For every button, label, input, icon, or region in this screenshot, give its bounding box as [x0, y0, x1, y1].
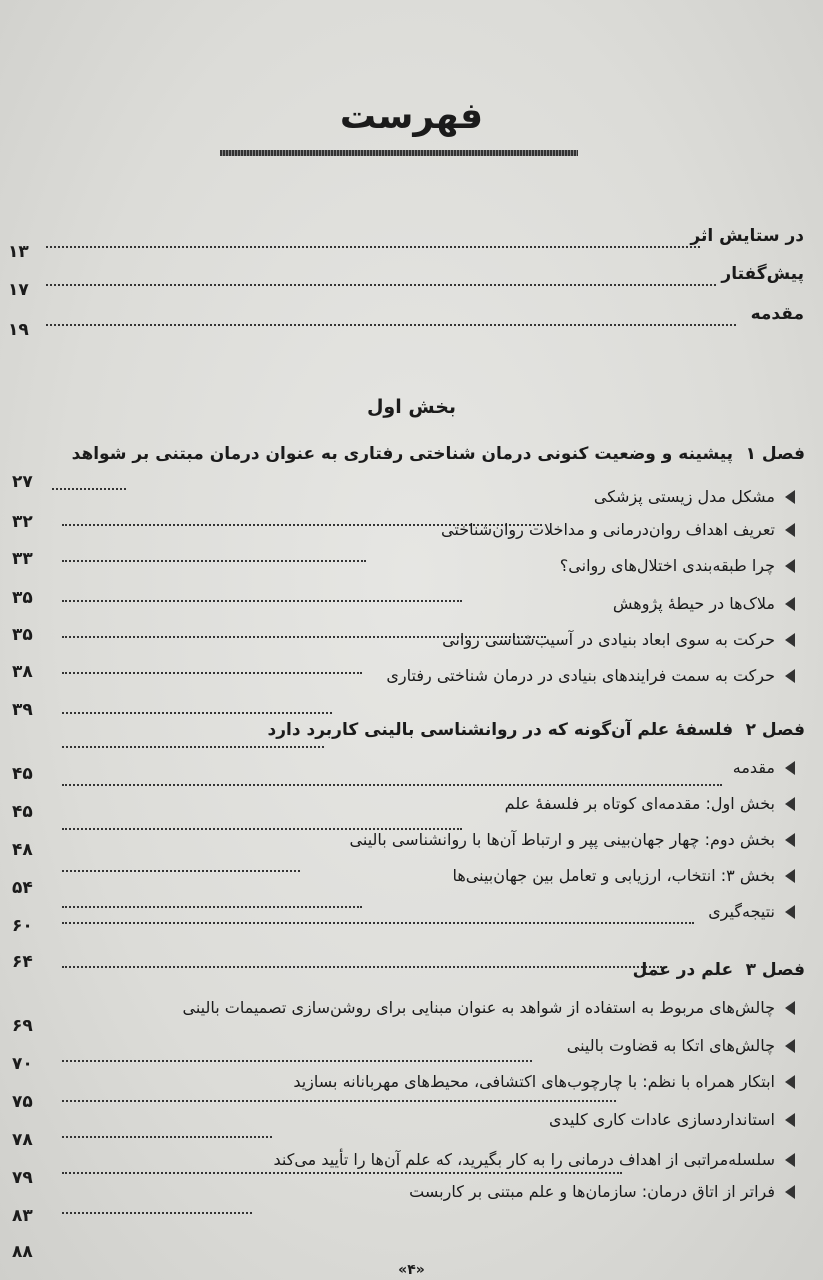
toc-page-number: ۳۵ [12, 588, 33, 608]
bullet-triangle-icon [785, 1153, 795, 1167]
toc-page-number: ۴۸ [12, 840, 33, 860]
bullet-triangle-icon [785, 833, 795, 847]
toc-page-number: ۶۴ [12, 952, 33, 972]
toc-page-number: ۳۳ [12, 549, 33, 569]
toc-page-number: ۱۳ [8, 242, 29, 262]
chapter-1-heading[interactable] [72, 442, 805, 466]
chapter-1-page: ۲۷ [12, 472, 33, 492]
toc-item[interactable]: ملاک‌ها در حیطهٔ پژوهش [613, 592, 795, 615]
toc-item[interactable]: استانداردسازی عادات کاری کلیدی [549, 1108, 795, 1131]
leader-dots [46, 284, 716, 286]
toc-page-number: ۷۵ [12, 1092, 33, 1112]
toc-entry-praise[interactable] [8, 224, 804, 264]
toc-item[interactable]: حرکت به سمت فرایندهای بنیادی در درمان شناختی رفتاری [386, 664, 795, 687]
toc-item[interactable]: بخش اول: مقدمه‌ای کوتاه بر فلسفهٔ علم [505, 792, 795, 815]
toc-page-number: ۷۹ [12, 1168, 33, 1188]
leader-dots [46, 246, 700, 248]
toc-item[interactable]: تعریف اهداف روان‌درمانی و مداخلات روان‌شناختی [441, 518, 795, 541]
toc-page-number: ۷۰ [12, 1054, 33, 1074]
toc-page-number: ۵۴ [12, 878, 33, 898]
leader-dots [62, 784, 722, 786]
leader-dots [62, 1136, 272, 1138]
chapter-2-page: ۴۵ [12, 764, 33, 784]
chapter-label: فصل ۱ [745, 444, 805, 464]
toc-page-number: ۳۲ [12, 512, 33, 532]
chapter-title: پیشینه و وضعیت کنونی درمان شناختی رفتاری به عنوان درمان مبتنی بر شواهد [71, 444, 734, 464]
leader-dots [46, 324, 736, 326]
leader-dots [62, 906, 362, 908]
chapter-label: فصل ۲ [745, 720, 805, 740]
leader-dots [62, 1060, 532, 1062]
bullet-triangle-icon [785, 669, 795, 683]
title-underline [220, 150, 578, 156]
page-title: فهرست [339, 96, 484, 137]
chapter-label: فصل ۳ [745, 960, 805, 980]
leader-dots [62, 1100, 616, 1102]
toc-item[interactable]: چرا طبقه‌بندی اختلال‌های روانی؟ [560, 554, 795, 577]
part-heading: بخش اول [366, 396, 457, 418]
bullet-triangle-icon [785, 905, 795, 919]
toc-page-number: ۴۵ [12, 802, 33, 822]
bullet-triangle-icon [785, 797, 795, 811]
toc-entry-label: مقدمه [750, 304, 804, 324]
toc-item[interactable]: فراتر از اتاق درمان: سازمان‌ها و علم مبتنی بر کاربست [409, 1180, 795, 1203]
toc-entry-label: پیش‌گفتار [721, 264, 804, 284]
toc-item[interactable]: نتیجه‌گیری [708, 900, 795, 923]
leader-dots [62, 922, 694, 924]
toc-item[interactable]: بخش دوم: چهار جهان‌بینی پپر و ارتباط آن‌ها با روانشناسی بالینی [350, 828, 795, 851]
toc-item[interactable]: مقدمه [733, 756, 795, 779]
toc-entry-introduction[interactable] [8, 302, 804, 342]
leader-dots [62, 746, 324, 748]
leader-dots [62, 560, 366, 562]
toc-page-number: ۱۷ [8, 280, 29, 300]
chapter-2-heading[interactable] [268, 718, 805, 742]
toc-item[interactable]: سلسله‌مراتبی از اهداف درمانی را به کار بگیرید، که علم آن‌ها را تأیید می‌کند [273, 1148, 795, 1171]
leader-dots [62, 1172, 622, 1174]
chapter-3-heading[interactable] [633, 958, 805, 982]
bullet-triangle-icon [785, 633, 795, 647]
toc-item[interactable]: حرکت به سوی ابعاد بنیادی در آسیب‌شناسی روانی [442, 628, 795, 651]
bullet-triangle-icon [785, 597, 795, 611]
bullet-triangle-icon [785, 559, 795, 573]
page-number-footer: «۴» [398, 1262, 425, 1278]
toc-page-number: ۳۹ [12, 700, 33, 720]
toc-page-number: ۷۸ [12, 1130, 33, 1150]
toc-entry-label: در ستایش اثر [690, 226, 804, 246]
toc-item[interactable]: چالش‌های مربوط به استفاده از شواهد به عنوان مبنایی برای روشن‌سازی تصمیمات بالینی [183, 996, 796, 1019]
toc-item[interactable]: مشکل مدل زیستی پزشکی [594, 485, 795, 508]
leader-dots [62, 1212, 252, 1214]
toc-entry-preface[interactable] [8, 262, 804, 302]
toc-page-number: ۳۸ [12, 662, 33, 682]
bullet-triangle-icon [785, 1039, 795, 1053]
leader-dots [62, 712, 332, 714]
bullet-triangle-icon [785, 1113, 795, 1127]
bullet-triangle-icon [785, 1001, 795, 1015]
bullet-triangle-icon [785, 761, 795, 775]
toc-item[interactable]: ابتکار همراه با نظم: با چارچوب‌های اکتشافی، محیط‌های مهربانانه بسازید [293, 1070, 795, 1093]
bullet-triangle-icon [785, 490, 795, 504]
bullet-triangle-icon [785, 869, 795, 883]
toc-page-number: ۱۹ [8, 320, 29, 340]
bullet-triangle-icon [785, 1185, 795, 1199]
chapter-title: فلسفهٔ علم آن‌گونه که در روانشناسی بالینی کاربرد دارد [267, 720, 734, 740]
toc-item[interactable]: بخش ۳: انتخاب، ارزیابی و تعامل بین جهان‌بینی‌ها [452, 864, 795, 887]
toc-page-number: ۶۰ [12, 916, 33, 936]
leader-dots [62, 672, 362, 674]
leader-dots [62, 870, 300, 872]
toc-page-number: ۸۸ [12, 1242, 33, 1262]
bullet-triangle-icon [785, 1075, 795, 1089]
bullet-triangle-icon [785, 523, 795, 537]
leader-dots [62, 600, 462, 602]
chapter-title: علم در عمل [632, 960, 734, 980]
chapter-3-page: ۶۹ [12, 1016, 33, 1036]
toc-item[interactable]: چالش‌های اتکا به قضاوت بالینی [567, 1034, 795, 1057]
toc-page-number: ۳۵ [12, 625, 33, 645]
leader-dots [62, 966, 662, 968]
toc-page-number: ۸۳ [12, 1206, 33, 1226]
